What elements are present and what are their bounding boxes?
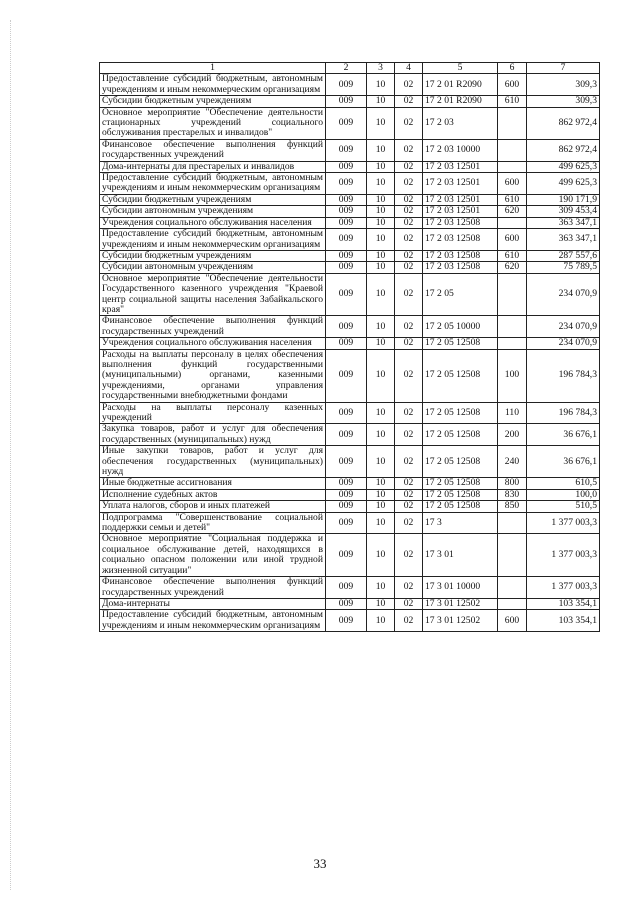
- expense-type-cell: [498, 139, 527, 161]
- subsection-code-cell: 02: [395, 610, 423, 632]
- table-row: [100, 250, 600, 261]
- section-code-cell: 10: [367, 501, 395, 512]
- table-row: [100, 349, 600, 402]
- subsection-code-cell: 02: [395, 273, 423, 316]
- section-code-cell: 10: [367, 194, 395, 205]
- expense-type-cell: 610: [498, 96, 527, 107]
- grbs-code-cell: 009: [326, 489, 367, 500]
- row-name-cell: Иные бюджетные ассигнования: [100, 478, 326, 489]
- expense-type-cell: [498, 512, 527, 534]
- target-article-cell: 17 2 05 12508: [423, 501, 498, 512]
- section-code-cell: 10: [367, 478, 395, 489]
- row-name-cell: Дома-интернаты для престарелых и инвалидов: [100, 161, 326, 172]
- section-code-cell: 10: [367, 610, 395, 632]
- table-row: [100, 206, 600, 217]
- row-name-cell: Финансовое обеспечение выполнения функций государственных учреждений: [100, 316, 326, 338]
- table-row: [100, 262, 600, 273]
- section-code-cell: 10: [367, 598, 395, 609]
- amount-cell: 196 784,3: [527, 349, 600, 402]
- section-code-cell: 10: [367, 96, 395, 107]
- section-code-cell: 10: [367, 316, 395, 338]
- subsection-code-cell: 02: [395, 74, 423, 96]
- table-row: [100, 217, 600, 228]
- target-article-cell: 17 2 03 12508: [423, 217, 498, 228]
- amount-cell: 309,3: [527, 74, 600, 96]
- row-name-cell: Субсидии бюджетным учреждениям: [100, 250, 326, 261]
- target-article-cell: 17 2 05 12508: [423, 424, 498, 446]
- expense-type-cell: 830: [498, 489, 527, 500]
- row-name-cell: Финансовое обеспечение выполнения функций государственных учреждений: [100, 577, 326, 599]
- table-row: [100, 478, 600, 489]
- section-code-cell: 10: [367, 107, 395, 139]
- amount-cell: 309 453,4: [527, 206, 600, 217]
- table-row: [100, 107, 600, 139]
- amount-cell: 36 676,1: [527, 424, 600, 446]
- row-name-cell: Финансовое обеспечение выполнения функций государственных учреждений: [100, 139, 326, 161]
- section-code-cell: 10: [367, 250, 395, 261]
- grbs-code-cell: 009: [326, 206, 367, 217]
- row-name-cell: Субсидии бюджетным учреждениям: [100, 194, 326, 205]
- table-row: [100, 402, 600, 424]
- target-article-cell: 17 2 03 12508: [423, 250, 498, 261]
- grbs-code-cell: 009: [326, 534, 367, 577]
- subsection-code-cell: 02: [395, 598, 423, 609]
- expense-type-cell: [498, 577, 527, 599]
- amount-cell: 100,0: [527, 489, 600, 500]
- expense-type-cell: 620: [498, 206, 527, 217]
- grbs-code-cell: 009: [326, 107, 367, 139]
- grbs-code-cell: 009: [326, 273, 367, 316]
- amount-cell: 190 171,9: [527, 194, 600, 205]
- amount-cell: 1 377 003,3: [527, 512, 600, 534]
- table-body: [100, 74, 600, 632]
- row-name-cell: Субсидии автономным учреждениям: [100, 262, 326, 273]
- expense-type-cell: 800: [498, 478, 527, 489]
- target-article-cell: 17 3: [423, 512, 498, 534]
- amount-cell: 610,5: [527, 478, 600, 489]
- subsection-code-cell: 02: [395, 338, 423, 349]
- row-name-cell: Дома-интернаты: [100, 598, 326, 609]
- expense-type-cell: 110: [498, 402, 527, 424]
- amount-cell: 1 377 003,3: [527, 534, 600, 577]
- table-row: [100, 446, 600, 478]
- table-row: [100, 139, 600, 161]
- budget-table: [99, 62, 600, 632]
- expense-type-cell: 100: [498, 349, 527, 402]
- amount-cell: 75 789,5: [527, 262, 600, 273]
- amount-cell: 36 676,1: [527, 446, 600, 478]
- grbs-code-cell: 009: [326, 512, 367, 534]
- subsection-code-cell: 02: [395, 217, 423, 228]
- section-code-cell: 10: [367, 173, 395, 195]
- table-row: [100, 74, 600, 96]
- table-row: [100, 316, 600, 338]
- amount-cell: 1 377 003,3: [527, 577, 600, 599]
- amount-cell: 103 354,1: [527, 610, 600, 632]
- target-article-cell: 17 2 05 12508: [423, 349, 498, 402]
- grbs-code-cell: 009: [326, 598, 367, 609]
- expense-type-cell: 610: [498, 194, 527, 205]
- expense-type-cell: 600: [498, 173, 527, 195]
- expense-type-cell: 610: [498, 250, 527, 261]
- header-cell: 1: [100, 63, 326, 74]
- subsection-code-cell: 02: [395, 577, 423, 599]
- target-article-cell: 17 2 03: [423, 107, 498, 139]
- amount-cell: 234 070,9: [527, 316, 600, 338]
- amount-cell: 510,5: [527, 501, 600, 512]
- header-cell: 5: [423, 63, 498, 74]
- header-cell: 2: [326, 63, 367, 74]
- grbs-code-cell: 009: [326, 229, 367, 251]
- row-name-cell: Основное мероприятие "Обеспечение деятельности Государственного казенного учреждения "Краевой центр социальной защиты населения Забайкальского края": [100, 273, 326, 316]
- grbs-code-cell: 009: [326, 250, 367, 261]
- target-article-cell: 17 3 01 12502: [423, 610, 498, 632]
- amount-cell: 862 972,4: [527, 107, 600, 139]
- section-code-cell: 10: [367, 139, 395, 161]
- grbs-code-cell: 009: [326, 424, 367, 446]
- subsection-code-cell: 02: [395, 501, 423, 512]
- target-article-cell: 17 2 01 R2090: [423, 74, 498, 96]
- row-name-cell: Учреждения социального обслуживания населения: [100, 217, 326, 228]
- target-article-cell: 17 2 03 12501: [423, 194, 498, 205]
- subsection-code-cell: 02: [395, 512, 423, 534]
- grbs-code-cell: 009: [326, 262, 367, 273]
- section-code-cell: 10: [367, 262, 395, 273]
- grbs-code-cell: 009: [326, 610, 367, 632]
- amount-cell: 234 070,9: [527, 338, 600, 349]
- table-row: [100, 512, 600, 534]
- grbs-code-cell: 009: [326, 139, 367, 161]
- target-article-cell: 17 2 01 R2090: [423, 96, 498, 107]
- expense-type-cell: 600: [498, 229, 527, 251]
- target-article-cell: 17 2 05 10000: [423, 316, 498, 338]
- section-code-cell: 10: [367, 338, 395, 349]
- target-article-cell: 17 2 05 12508: [423, 446, 498, 478]
- subsection-code-cell: 02: [395, 424, 423, 446]
- amount-cell: 234 070,9: [527, 273, 600, 316]
- row-name-cell: Подпрограмма "Совершенствование социальной поддержки семьи и детей": [100, 512, 326, 534]
- expense-type-cell: 620: [498, 262, 527, 273]
- target-article-cell: 17 2 05 12508: [423, 402, 498, 424]
- section-code-cell: 10: [367, 577, 395, 599]
- table-row: [100, 96, 600, 107]
- table-row: [100, 501, 600, 512]
- header-cell: 4: [395, 63, 423, 74]
- target-article-cell: 17 3 01 12502: [423, 598, 498, 609]
- header-cell: 6: [498, 63, 527, 74]
- expense-type-cell: 240: [498, 446, 527, 478]
- expense-type-cell: [498, 273, 527, 316]
- table-row: [100, 534, 600, 577]
- expense-type-cell: [498, 338, 527, 349]
- subsection-code-cell: 02: [395, 96, 423, 107]
- scan-margin-line: [10, 20, 11, 890]
- row-name-cell: Субсидии бюджетным учреждениям: [100, 96, 326, 107]
- expense-type-cell: [498, 316, 527, 338]
- grbs-code-cell: 009: [326, 173, 367, 195]
- target-article-cell: 17 3 01 10000: [423, 577, 498, 599]
- target-article-cell: 17 2 03 10000: [423, 139, 498, 161]
- section-code-cell: 10: [367, 206, 395, 217]
- subsection-code-cell: 02: [395, 316, 423, 338]
- subsection-code-cell: 02: [395, 161, 423, 172]
- target-article-cell: 17 2 05 12508: [423, 338, 498, 349]
- grbs-code-cell: 009: [326, 478, 367, 489]
- row-name-cell: Предоставление субсидий бюджетным, автономным учреждениям и иным некоммерческим организациям: [100, 229, 326, 251]
- subsection-code-cell: 02: [395, 489, 423, 500]
- subsection-code-cell: 02: [395, 349, 423, 402]
- expense-type-cell: [498, 534, 527, 577]
- expense-type-cell: 600: [498, 610, 527, 632]
- amount-cell: 363 347,1: [527, 229, 600, 251]
- target-article-cell: 17 2 05 12508: [423, 489, 498, 500]
- row-name-cell: Расходы на выплаты персоналу в целях обеспечения выполнения функций государственными (муниципальными) органами, казенными учреждениями, органами управления государственными внебюджетными фондами: [100, 349, 326, 402]
- row-name-cell: Закупка товаров, работ и услуг для обеспечения государственных (муниципальных) нужд: [100, 424, 326, 446]
- target-article-cell: 17 2 03 12508: [423, 229, 498, 251]
- target-article-cell: 17 2 05 12508: [423, 478, 498, 489]
- table-row: [100, 424, 600, 446]
- grbs-code-cell: 009: [326, 577, 367, 599]
- grbs-code-cell: 009: [326, 316, 367, 338]
- subsection-code-cell: 02: [395, 194, 423, 205]
- table-row: [100, 489, 600, 500]
- section-code-cell: 10: [367, 424, 395, 446]
- row-name-cell: Предоставление субсидий бюджетным, автономным учреждениям и иным некоммерческим организациям: [100, 610, 326, 632]
- grbs-code-cell: 009: [326, 501, 367, 512]
- grbs-code-cell: 009: [326, 161, 367, 172]
- expense-type-cell: 600: [498, 74, 527, 96]
- table-row: [100, 598, 600, 609]
- row-name-cell: Расходы на выплаты персоналу казенных учреждений: [100, 402, 326, 424]
- row-name-cell: Иные закупки товаров, работ и услуг для обеспечения государственных (муниципальных) нужд: [100, 446, 326, 478]
- amount-cell: 499 625,3: [527, 161, 600, 172]
- section-code-cell: 10: [367, 534, 395, 577]
- subsection-code-cell: 02: [395, 262, 423, 273]
- grbs-code-cell: 009: [326, 96, 367, 107]
- target-article-cell: 17 2 03 12501: [423, 206, 498, 217]
- grbs-code-cell: 009: [326, 402, 367, 424]
- section-code-cell: 10: [367, 402, 395, 424]
- section-code-cell: 10: [367, 273, 395, 316]
- page-number: 33: [313, 856, 327, 871]
- table-row: [100, 173, 600, 195]
- row-name-cell: Исполнение судебных актов: [100, 489, 326, 500]
- table-row: [100, 229, 600, 251]
- table-header-row: [100, 63, 600, 74]
- header-cell: 3: [367, 63, 395, 74]
- row-name-cell: Учреждения социального обслуживания населения: [100, 338, 326, 349]
- table-row: [100, 610, 600, 632]
- section-code-cell: 10: [367, 512, 395, 534]
- table-row: [100, 161, 600, 172]
- amount-cell: 103 354,1: [527, 598, 600, 609]
- expense-type-cell: [498, 161, 527, 172]
- amount-cell: 499 625,3: [527, 173, 600, 195]
- section-code-cell: 10: [367, 161, 395, 172]
- expense-type-cell: 200: [498, 424, 527, 446]
- subsection-code-cell: 02: [395, 206, 423, 217]
- subsection-code-cell: 02: [395, 107, 423, 139]
- grbs-code-cell: 009: [326, 349, 367, 402]
- expense-type-cell: 850: [498, 501, 527, 512]
- grbs-code-cell: 009: [326, 338, 367, 349]
- amount-cell: 309,3: [527, 96, 600, 107]
- subsection-code-cell: 02: [395, 446, 423, 478]
- section-code-cell: 10: [367, 349, 395, 402]
- section-code-cell: 10: [367, 489, 395, 500]
- row-name-cell: Уплата налогов, сборов и иных платежей: [100, 501, 326, 512]
- table-row: [100, 577, 600, 599]
- section-code-cell: 10: [367, 446, 395, 478]
- grbs-code-cell: 009: [326, 446, 367, 478]
- amount-cell: 196 784,3: [527, 402, 600, 424]
- section-code-cell: 10: [367, 74, 395, 96]
- header-cell: 7: [527, 63, 600, 74]
- expense-type-cell: [498, 107, 527, 139]
- target-article-cell: 17 3 01: [423, 534, 498, 577]
- expense-type-cell: [498, 217, 527, 228]
- row-name-cell: Предоставление субсидий бюджетным, автономным учреждениям и иным некоммерческим организациям: [100, 74, 326, 96]
- grbs-code-cell: 009: [326, 194, 367, 205]
- row-name-cell: Основное мероприятие "Социальная поддержка и социальное обслуживание детей, находящихся в социально опасном положении или иной трудной жизненной ситуации": [100, 534, 326, 577]
- expense-type-cell: [498, 598, 527, 609]
- amount-cell: 363 347,1: [527, 217, 600, 228]
- subsection-code-cell: 02: [395, 402, 423, 424]
- subsection-code-cell: 02: [395, 173, 423, 195]
- table-row: [100, 194, 600, 205]
- amount-cell: 862 972,4: [527, 139, 600, 161]
- table-row: [100, 338, 600, 349]
- subsection-code-cell: 02: [395, 534, 423, 577]
- subsection-code-cell: 02: [395, 250, 423, 261]
- subsection-code-cell: 02: [395, 478, 423, 489]
- row-name-cell: Основное мероприятие "Обеспечение деятельности стационарных учреждений социального обслуживания престарелых и инвалидов": [100, 107, 326, 139]
- grbs-code-cell: 009: [326, 217, 367, 228]
- subsection-code-cell: 02: [395, 229, 423, 251]
- target-article-cell: 17 2 03 12508: [423, 262, 498, 273]
- row-name-cell: Субсидии автономным учреждениям: [100, 206, 326, 217]
- amount-cell: 287 557,6: [527, 250, 600, 261]
- row-name-cell: Предоставление субсидий бюджетным, автономным учреждениям и иным некоммерческим организациям: [100, 173, 326, 195]
- target-article-cell: 17 2 05: [423, 273, 498, 316]
- table-row: [100, 273, 600, 316]
- section-code-cell: 10: [367, 217, 395, 228]
- grbs-code-cell: 009: [326, 74, 367, 96]
- section-code-cell: 10: [367, 229, 395, 251]
- target-article-cell: 17 2 03 12501: [423, 161, 498, 172]
- subsection-code-cell: 02: [395, 139, 423, 161]
- target-article-cell: 17 2 03 12501: [423, 173, 498, 195]
